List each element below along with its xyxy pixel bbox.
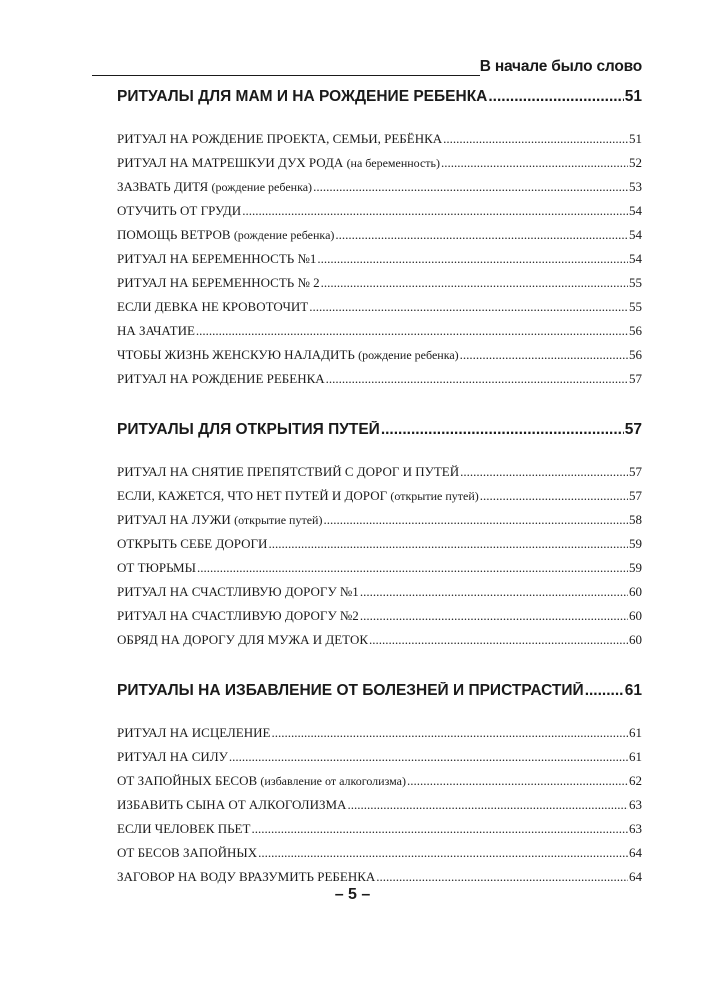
entry-title-wrap [117, 560, 197, 576]
entry-page-number: 61 [629, 725, 642, 740]
entry-title-wrap [117, 299, 309, 315]
toc-entry[interactable] [117, 323, 642, 347]
dot-leader [585, 682, 624, 700]
entry-page-number: 51 [629, 131, 642, 146]
toc-section-heading[interactable] [117, 682, 642, 706]
toc-section-heading[interactable] [117, 88, 642, 112]
entry-title-wrap [117, 371, 326, 387]
entry-note: (на беременность) [346, 156, 441, 170]
entry-title-wrap [117, 632, 369, 648]
entry-title: РИТУАЛ НА СЧАСТЛИВУЮ ДОРОГУ №2 [117, 608, 359, 623]
entry-page-number: 61 [629, 749, 642, 764]
entry-title: ЗАЗВАТЬ ДИТЯ [117, 179, 209, 194]
entry-title: ИЗБАВИТЬ СЫНА ОТ АЛКОГОЛИЗМА [117, 797, 347, 812]
entry-note: (рождение ребенка) [211, 180, 313, 194]
dot-leader [251, 821, 628, 837]
entry-title: ОТ БЕСОВ ЗАПОЙНЫХ [117, 845, 258, 860]
entry-page-number: 53 [629, 179, 642, 194]
entry-title: ЗАГОВОР НА ВОДУ ВРАЗУМИТЬ РЕБЕНКА [117, 869, 376, 884]
entry-page-number: 62 [629, 773, 642, 788]
dot-leader [335, 227, 628, 243]
toc-entry[interactable] [117, 227, 642, 251]
entry-title-wrap [117, 821, 251, 837]
entry-note: (рождение ребенка) [233, 228, 335, 242]
entry-title-wrap [117, 464, 460, 480]
toc-entry[interactable] [117, 584, 642, 608]
entry-page-number: 59 [629, 536, 642, 551]
entry-page-number: 54 [629, 227, 642, 242]
entry-page-number: 55 [629, 299, 642, 314]
entry-title-wrap [117, 227, 335, 243]
toc-entry[interactable] [117, 512, 642, 536]
entry-title: ЕСЛИ, КАЖЕТСЯ, ЧТО НЕТ ПУТЕЙ И ДОРОГ [117, 488, 388, 503]
dot-leader [488, 88, 623, 106]
entry-page-number: 54 [629, 203, 642, 218]
toc-entry[interactable] [117, 275, 642, 299]
entry-title-wrap [117, 845, 258, 861]
entry-title-wrap [117, 275, 321, 291]
section-page-number: 57 [624, 421, 642, 438]
toc-entry[interactable] [117, 749, 642, 773]
dot-leader [376, 869, 628, 885]
entry-page-number: 58 [629, 512, 642, 527]
entry-page-number: 57 [629, 488, 642, 503]
dot-leader [381, 421, 624, 439]
dot-leader [369, 632, 628, 648]
entry-title-wrap [117, 797, 347, 813]
entry-title: РИТУАЛ НА ЛУЖИ [117, 512, 231, 527]
entry-title: ОБРЯД НА ДОРОГУ ДЛЯ МУЖА И ДЕТОК [117, 632, 369, 647]
entry-title-wrap [117, 608, 360, 624]
dot-leader [229, 749, 628, 765]
dot-leader [326, 371, 628, 387]
dot-leader [258, 845, 628, 861]
entry-page-number: 57 [629, 371, 642, 386]
toc-entry[interactable] [117, 464, 642, 488]
toc-entry[interactable] [117, 821, 642, 845]
dot-leader [323, 512, 628, 528]
toc-entry[interactable] [117, 131, 642, 155]
dot-leader [347, 797, 628, 813]
toc-entry[interactable] [117, 251, 642, 275]
dot-leader [271, 725, 628, 741]
entry-title: ЕСЛИ ДЕВКА НЕ КРОВОТОЧИТ [117, 299, 309, 314]
entry-title: РИТУАЛ НА БЕРЕМЕННОСТЬ № 2 [117, 275, 320, 290]
entry-title: РИТУАЛ НА МАТРЕШКУИ ДУХ РОДА [117, 155, 344, 170]
toc-entry[interactable] [117, 632, 642, 656]
entry-title: РИТУАЛ НА СНЯТИЕ ПРЕПЯТСТВИЙ С ДОРОГ И ПУТЕЙ [117, 464, 460, 479]
entry-title: РИТУАЛ НА СИЛУ [117, 749, 228, 764]
running-head [92, 58, 642, 78]
entry-page-number: 59 [629, 560, 642, 575]
toc-entry[interactable] [117, 773, 642, 797]
entry-note: (рождение ребенка) [358, 348, 459, 362]
dot-leader [407, 773, 628, 789]
section-page-number: 61 [624, 682, 642, 699]
entry-title-wrap [117, 536, 268, 552]
entry-page-number: 60 [629, 632, 642, 647]
header-rule [92, 75, 480, 76]
entry-page-number: 56 [629, 323, 642, 338]
entry-title: ЧТОБЫ ЖИЗНЬ ЖЕНСКУЮ НАЛАДИТЬ [117, 347, 355, 362]
entry-note: (открытие путей) [390, 489, 479, 503]
entry-title-wrap [117, 131, 443, 147]
toc-entry[interactable] [117, 845, 642, 869]
section-gap [117, 656, 642, 682]
entry-page-number: 52 [629, 155, 642, 170]
entry-title: ОТУЧИТЬ ОТ ГРУДИ [117, 203, 242, 218]
entry-page-number: 63 [629, 797, 642, 812]
entry-page-number: 56 [629, 347, 642, 362]
entry-title-wrap [117, 251, 317, 267]
entry-page-number: 60 [629, 608, 642, 623]
entry-page-number: 63 [629, 821, 642, 836]
table-of-contents [117, 88, 642, 893]
dot-leader [360, 608, 628, 624]
section-title: РИТУАЛЫ НА ИЗБАВЛЕНИЕ ОТ БОЛЕЗНЕЙ И ПРИСТРАСТИЙ [117, 682, 584, 699]
toc-entry[interactable] [117, 203, 642, 227]
entry-title: РИТУАЛ НА РОЖДЕНИЕ РЕБЕНКА [117, 371, 325, 386]
entry-title: РИТУАЛ НА СЧАСТЛИВУЮ ДОРОГУ №1 [117, 584, 359, 599]
toc-entry[interactable] [117, 608, 642, 632]
toc-entry[interactable] [117, 155, 642, 179]
toc-entry[interactable] [117, 299, 642, 323]
section-title: РИТУАЛЫ ДЛЯ ОТКРЫТИЯ ПУТЕЙ [117, 421, 380, 438]
page-number: – 5 – [334, 886, 371, 903]
entry-title-wrap [117, 488, 480, 504]
dot-leader [313, 179, 628, 195]
entry-title: ОТ ТЮРЬМЫ [117, 560, 196, 575]
toc-entry[interactable] [117, 179, 642, 203]
entry-title: РИТУАЛ НА РОЖДЕНИЕ ПРОЕКТА, СЕМЬИ, РЕБЁНКА [117, 131, 443, 146]
entry-title-wrap [117, 155, 441, 171]
dot-leader [321, 275, 628, 291]
entry-title-wrap [117, 512, 323, 528]
section-gap [117, 395, 642, 421]
toc-entry[interactable] [117, 560, 642, 584]
dot-leader [268, 536, 628, 552]
entry-page-number: 57 [629, 464, 642, 479]
toc-entry[interactable] [117, 536, 642, 560]
entry-page-number: 60 [629, 584, 642, 599]
toc-entry[interactable] [117, 725, 642, 749]
entry-title: НА ЗАЧАТИЕ [117, 323, 195, 338]
entry-title: РИТУАЛ НА БЕРЕМЕННОСТЬ №1 [117, 251, 317, 266]
toc-entry[interactable] [117, 347, 642, 371]
dot-leader [443, 131, 628, 147]
entry-title-wrap [117, 725, 271, 741]
entry-page-number: 55 [629, 275, 642, 290]
running-head-title: В начале было слово [479, 58, 642, 75]
entry-title-wrap [117, 323, 196, 339]
entry-title: РИТУАЛ НА ИСЦЕЛЕНИЕ [117, 725, 271, 740]
toc-entry[interactable] [117, 488, 642, 512]
toc-entry[interactable] [117, 371, 642, 395]
dot-leader [242, 203, 628, 219]
entry-page-number: 64 [629, 869, 642, 884]
dot-leader [441, 155, 628, 171]
entry-title-wrap [117, 347, 460, 363]
entry-title: ЕСЛИ ЧЕЛОВЕК ПЬЕТ [117, 821, 251, 836]
entry-title: ПОМОЩЬ ВЕТРОВ [117, 227, 231, 242]
entry-note: (избавление от алкоголизма) [260, 774, 406, 788]
dot-leader [360, 584, 628, 600]
entry-title-wrap [117, 749, 229, 765]
entry-title-wrap [117, 203, 242, 219]
dot-leader [460, 347, 628, 363]
section-title: РИТУАЛЫ ДЛЯ МАМ И НА РОЖДЕНИЕ РЕБЕНКА [117, 88, 488, 105]
dot-leader [460, 464, 628, 480]
entry-title: ОТ ЗАПОЙНЫХ БЕСОВ [117, 773, 258, 788]
toc-section-heading[interactable] [117, 421, 642, 445]
entry-title-wrap [117, 869, 376, 885]
dot-leader [309, 299, 628, 315]
dot-leader [480, 488, 628, 504]
entry-title-wrap [117, 179, 313, 195]
entry-page-number: 64 [629, 845, 642, 860]
entry-page-number: 54 [629, 251, 642, 266]
entry-title-wrap [117, 773, 407, 789]
toc-entry[interactable] [117, 797, 642, 821]
dot-leader [317, 251, 628, 267]
dot-leader [197, 560, 628, 576]
entry-note: (открытие путей) [234, 513, 323, 527]
section-page-number: 51 [624, 88, 642, 105]
entry-title: ОТКРЫТЬ СЕБЕ ДОРОГИ [117, 536, 268, 551]
dot-leader [196, 323, 628, 339]
entry-title-wrap [117, 584, 360, 600]
